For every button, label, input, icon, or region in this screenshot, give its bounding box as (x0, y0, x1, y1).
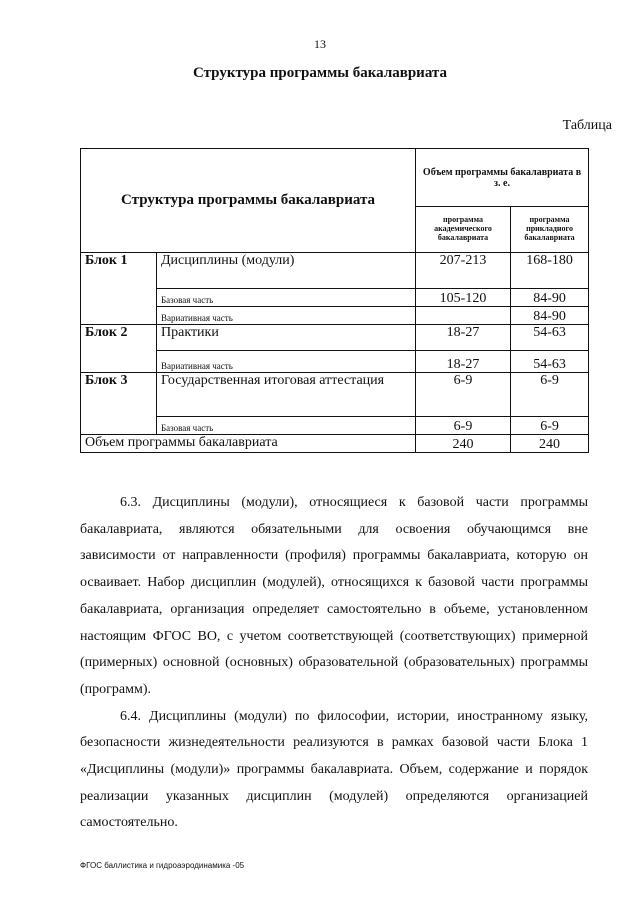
total-applied: 240 (511, 435, 589, 453)
block1-base-academic: 105-120 (416, 289, 511, 307)
block3-base-academic: 6-9 (416, 417, 511, 435)
total-academic: 240 (416, 435, 511, 453)
block2-var-academic: 18-27 (416, 351, 511, 373)
table-row (81, 373, 589, 417)
table-row (81, 417, 589, 435)
block1-var-applied: 84-90 (511, 307, 589, 325)
header-volume: Объем программы бакалавриата в з. е. (416, 149, 589, 207)
page-title: Структура программы бакалавриата (193, 65, 447, 81)
block1-academic: 207-213 (416, 253, 511, 289)
paragraph-6-4: 6.4. Дисциплины (модули) по философии, истории, иностранному языку, безопасности жизнедеятельности реализуются в рамках базовой части Блока 1 «Дисциплины (модули)» программы бакалавриата. Объем, содержание и порядок реализации указанных дисциплин (модулей) определяются организацией самостоятельно. (80, 708, 588, 831)
block1-name: Дисциплины (модули) (157, 253, 416, 289)
block2-label: Блок 2 (81, 325, 157, 373)
block1-label: Блок 1 (81, 253, 157, 325)
block2-academic: 18-27 (416, 325, 511, 351)
block1-base-label: Базовая часть (157, 289, 416, 307)
block3-base-applied: 6-9 (511, 417, 589, 435)
program-structure-table (80, 148, 589, 453)
block3-base-label: Базовая часть (157, 417, 416, 435)
table-row (81, 351, 589, 373)
footer: ФГОС баллистика и гидроаэродинамика -05 (80, 861, 245, 870)
block1-var-academic (416, 307, 511, 325)
block2-var-applied: 54-63 (511, 351, 589, 373)
header-structure: Структура программы бакалавриата (81, 149, 416, 253)
table-label: Таблица (562, 118, 612, 133)
page-number: 13 (314, 37, 326, 51)
paragraph-6-3: 6.3. Дисциплины (модули), относящиеся к базовой части программы бакалавриата, являются обязательными для освоения обучающимся вне зависимости от направленности (профиля) программы бакалавриата, которую он осваивает. Набор дисциплин (модулей), относящихся к базовой части программы бакалавриата, организация определяет самостоятельно в объеме, установленном настоящим ФГОС ВО, с учетом соответствующей (соответствующих) примерной (примерных) основной (основных) образовательной (образовательных) программы (программ). (80, 495, 588, 697)
table-row (81, 307, 589, 325)
table-row (81, 289, 589, 307)
block2-var-label: Вариативная часть (157, 351, 416, 373)
block3-name: Государственная итоговая аттестация (157, 373, 416, 417)
block3-label: Блок 3 (81, 373, 157, 435)
block3-academic: 6-9 (416, 373, 511, 417)
block1-base-applied: 84-90 (511, 289, 589, 307)
block1-applied: 168-180 (511, 253, 589, 289)
table-row (81, 435, 589, 453)
table-row (81, 325, 589, 351)
header-academic: программа академического бакалавриата (416, 207, 511, 253)
table-row (81, 253, 589, 289)
header-applied: программа прикладного бакалавриата (511, 207, 589, 253)
body-text (80, 490, 588, 837)
block3-applied: 6-9 (511, 373, 589, 417)
block2-applied: 54-63 (511, 325, 589, 351)
total-label: Объем программы бакалавриата (81, 435, 416, 453)
block1-var-label: Вариативная часть (157, 307, 416, 325)
block2-name: Практики (157, 325, 416, 351)
